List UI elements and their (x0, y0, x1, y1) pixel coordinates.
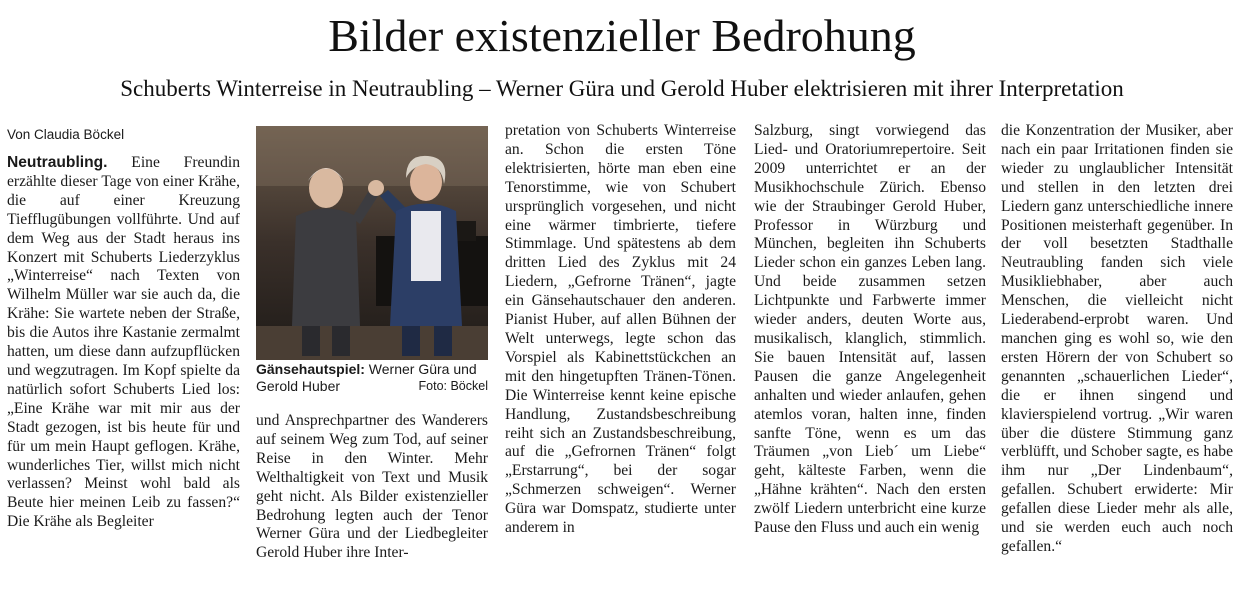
column-4-text: Salzburg, singt vorwiegend das Lied- und Oratoriumrepertoire. Seit 2009 unterrichtet er an der Musikhochschule Zürich. Ebenso wie der Straubinger Gerold Huber, Professor in Würzburg und München, begleiten ihn Schuberts Lieder schon ein ganzes Leben lang. Und beide zusammen setzen Lichtpunkte und Farbwerte immer wieder anders, deuten Worte aus, musikalisch, klanglich, stimmlich. Sie bauen Intensität auf, lassen Pausen die ganze Angelegenheit anhalten und wieder anlaufen, gehen atemlos voran, halten inne, finden sanfte Töne, wenn es um das Träumen „von Lieb´ um Liebe“ geht, kälteste Farben, wenn die „Hähne krähten“. Nach den ersten zwölf Liedern unterbricht eine kurze Pause den Fluss und auch ein wenig (754, 122, 986, 537)
subheadline: Schuberts Winterreise in Neutraubling – Werner Güra und Gerold Huber elektrisieren mit ihrer Interpretation (120, 76, 1124, 101)
headline: Bilder existenzieller Bedrohung (328, 10, 916, 61)
concert-photo (256, 126, 488, 360)
photo-illustration (256, 126, 488, 360)
column-1-text (7, 154, 240, 532)
photo-caption (256, 361, 488, 395)
article-column-2 (256, 412, 488, 592)
photo-credit: Foto: Böckel (418, 379, 488, 393)
byline: Von Claudia Böckel (7, 127, 125, 142)
caption-text: Werner Güra und Gerold Huber (256, 361, 477, 394)
article-column-3 (505, 122, 736, 592)
column-3-text: pretation von Schuberts Winterreise an. Schon die ersten Töne elektrisierten, hörte man eben eine Tenorstimme, wie von Schubert ursprünglich vorgesehen, und nicht eine wärmer timbrierte, tiefere Stimmlage. Und spätestens ab dem dritten Lied des Zyklus mit 24 Liedern, „Gefrorne Tränen“, jagte ein Gänsehautschauer den anderen. Pianist Huber, auf allen Bühnen der Welt unterwegs, legte schon das Vorspiel als Kabinettstückchen an mit den hingetupften Tränen-Tönen. Die Winterreise kennt keine epische Handlung, Zustandsbeschreibung reiht sich an Zustandsbeschreibung, auf die „Gefrornen Tränen“ folgt „Erstarrung“, bei der sogar „Schmerzen schweigen“. Werner Güra war Domspatz, studierte unter anderem in (505, 122, 736, 537)
column-5-text: die Konzentration der Musiker, aber nach ein paar Irritationen finden sie wieder zu unglaublicher Intensität und stellen in den letzten drei Liedern ganz unterschiedliche innere Positionen meisterhaft gegenüber. In der voll besetzten Stadthalle Neutraubling fanden sich viele Musikliebhaber, aber auch Menschen, die vielleicht nicht Liederabend-erprobt waren. Und manchen ging es wohl so, wie den ersten Hörern der von Schubert so genannten „schauerlichen Lieder“, die er ihnen singend und klavierspielend vortrug. „Wir waren über die düstere Stimmung ganz verblüfft, und Schober sagte, es habe ihm nur „Der Lindenbaum“, gefallen. Schubert erwiderte: Mir gefallen diese Lieder mehr als alle, und sie werden euch auch noch gefallen.“ (1001, 122, 1233, 555)
caption-lead: Gänsehautspiel: (256, 361, 365, 377)
article-column-4 (754, 122, 986, 592)
dateline: Neutraubling. (7, 154, 108, 171)
article-column-1 (7, 122, 240, 592)
article-column-5 (1001, 122, 1233, 592)
column-2-text: und Ansprechpartner des Wanderers auf seinem Weg zum Tod, auf seiner Reise in den Winter. Mehr Welthaltigkeit von Text und Musik geht nicht. Als Bilder existenzieller Bedrohung legten auch der Tenor Werner Güra und der Liedbegleiter Gerold Huber ihre Inter- (256, 412, 488, 562)
column-1-body: Eine Freundin erzählte dieser Tage von einer Krähe, die auf einer Kreuzung Tiefflugübungen vollführte. Und auf dem Weg aus der Stadt heraus ins Konzert mit Schuberts Liederzyklus „Winterreise“ nach Texten von Wilhelm Müller war sie auch da, die Krähe: Sie wartete neben der Straße, bis die Autos ihre Kastanie zermalmt hatten, um diese dann aufzupflücken und wegzutragen. Im Kopf spielte da natürlich sofort Schuberts Lied los: „Eine Krähe war mit mir aus der Stadt gezogen, ist bis heute für und für um mein Haupt geflogen. Krähe, wunderliches Tier, willst mich nicht verlassen? Meinst wohl bald als Beute hier meinen Leib zu fassen?“ Die Krähe als Begleiter (7, 154, 240, 531)
